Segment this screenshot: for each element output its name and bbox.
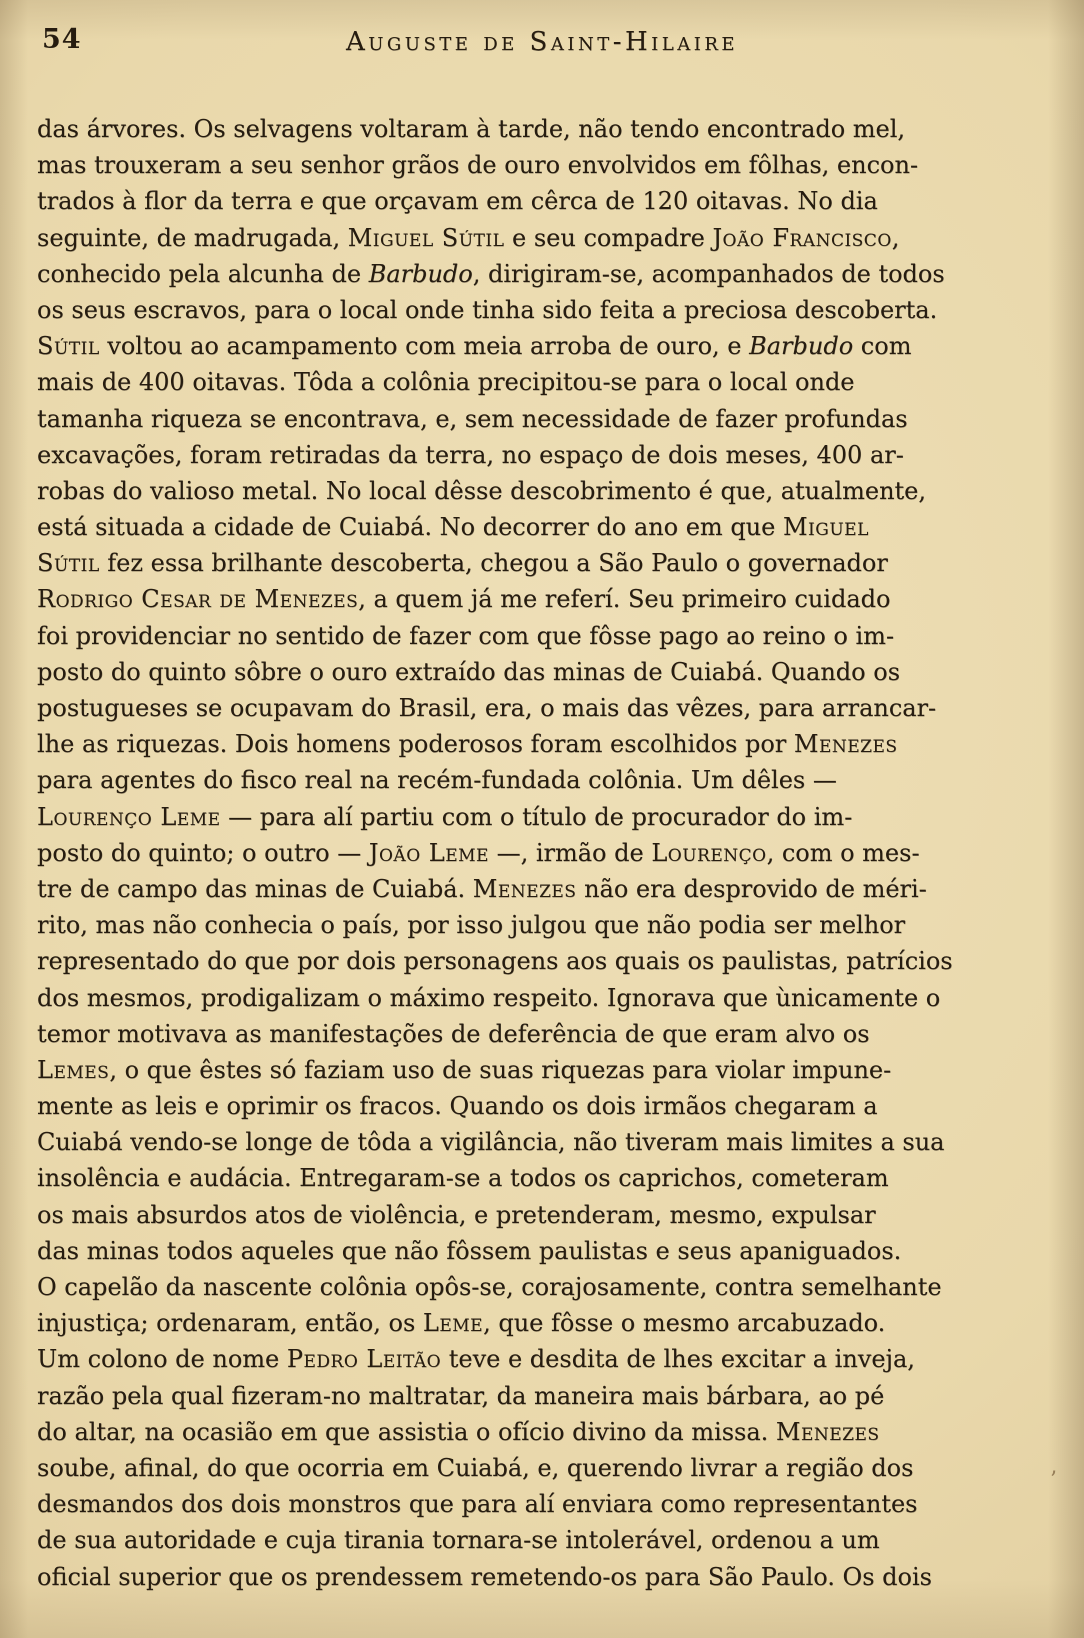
- text-line: [37, 1414, 1046, 1450]
- text-line: [37, 328, 1046, 364]
- text-line: [37, 943, 1046, 979]
- text-line: [37, 980, 1046, 1016]
- page-header: [0, 0, 1084, 89]
- text-line: [37, 871, 1046, 907]
- text-segment: de sua autoridade e cuja tirania tornara-se intolerável, ordenou a um: [37, 1526, 880, 1555]
- page-number: 54: [42, 24, 82, 55]
- text-segment: lhe as riquezas. Dois homens poderosos foram escolhidos por: [37, 730, 794, 759]
- text-segment: voltou ao acampamento com meia arroba de ouro, e: [99, 332, 750, 361]
- text-line: [37, 1269, 1046, 1305]
- text-segment: conhecido pela alcunha de: [37, 259, 369, 288]
- text-segment: está situada a cidade de Cuiabá. No decorrer do ano em que: [37, 513, 783, 542]
- text-segment: , com o mes-: [766, 838, 920, 867]
- text-line: [37, 1160, 1046, 1196]
- text-line: [37, 1197, 1046, 1233]
- text-segment: robas do valioso metal. No local dêsse descobrimento é que, atualmente,: [37, 476, 927, 505]
- text-segment: postugueses se ocupavam do Brasil, era, o mais das vêzes, para arrancar-: [37, 694, 937, 722]
- text-segment: O capelão da nascente colônia opôs-se, corajosamente, contra semelhante: [37, 1273, 942, 1301]
- text-segment: seguinte, de madrugada,: [37, 223, 348, 252]
- text-segment: insolência e audácia. Entregaram-se a todos os caprichos, cometeram: [37, 1164, 889, 1193]
- text-segment: das árvores. Os selvagens voltaram à tarde, não tendo encontrado mel,: [37, 115, 906, 143]
- text-line: [37, 1233, 1046, 1269]
- text-line: [37, 545, 1046, 581]
- text-line: [37, 1378, 1046, 1414]
- text-segment: desmandos dos dois monstros que para alí enviara como representantes: [37, 1490, 918, 1519]
- text-segment: com: [853, 332, 912, 361]
- text-segment: oficial superior que os prendessem remetendo-os para São Paulo. Os dois: [37, 1562, 932, 1591]
- text-line: [37, 762, 1046, 798]
- text-line: [37, 1305, 1046, 1341]
- text-segment: e seu compadre: [504, 223, 713, 252]
- italic-text: Barbudo: [368, 259, 473, 288]
- text-segment: mais de 400 oitavas. Tôda a colônia precipitou-se para o local onde: [37, 368, 855, 397]
- text-segment: trados à flor da terra e que orçavam em cêrca de 120 oitavas. No dia: [37, 187, 878, 216]
- text-line: [37, 1341, 1046, 1377]
- text-segment: posto do quinto; o outro —: [37, 838, 369, 867]
- text-line: [37, 1522, 1046, 1558]
- text-line: [37, 1088, 1046, 1124]
- proper-name: Menezes: [793, 730, 898, 759]
- body-text: [37, 111, 1046, 1595]
- text-segment: , que fôsse o mesmo arcabuzado.: [483, 1309, 886, 1338]
- text-line: [37, 183, 1046, 219]
- proper-name: Menezes: [775, 1417, 880, 1446]
- text-line: [37, 401, 1046, 437]
- text-segment: ,: [891, 223, 900, 252]
- text-line: [37, 364, 1046, 400]
- text-segment: razão pela qual fizeram-no maltratar, da maneira mais bárbara, ao pé: [37, 1381, 885, 1410]
- proper-name: Miguel: [782, 513, 869, 542]
- text-line: [37, 220, 1046, 256]
- text-segment: — para alí partiu com o título de procurador do im-: [220, 802, 853, 831]
- text-segment: , a quem já me referí. Seu primeiro cuidado: [358, 585, 891, 614]
- proper-name: Leme: [422, 1309, 484, 1338]
- text-line: [37, 292, 1046, 328]
- proper-name: João Leme: [368, 838, 489, 867]
- text-segment: do altar, na ocasião em que assistia o ofício divino da missa.: [37, 1417, 776, 1446]
- proper-name: Lourenço: [651, 838, 767, 867]
- text-segment: tamanha riqueza se encontrava, e, sem necessidade de fazer profundas: [37, 404, 908, 433]
- text-line: [37, 1450, 1046, 1486]
- text-line: [37, 618, 1046, 654]
- text-segment: representado do que por dois personagens aos quais os paulistas, patrícios: [37, 947, 953, 976]
- text-segment: rito, mas não conhecia o país, por isso julgou que não podia ser melhor: [37, 911, 906, 940]
- text-segment: foi providenciar no sentido de fazer com que fôsse pago ao reino o im-: [37, 621, 895, 650]
- text-segment: teve e desdita de lhes excitar a inveja,: [441, 1345, 915, 1374]
- text-segment: das minas todos aqueles que não fôssem paulistas e seus apaniguados.: [37, 1236, 902, 1265]
- text-segment: Um colono de nome: [37, 1345, 287, 1374]
- text-line: [37, 473, 1046, 509]
- text-segment: mas trouxeram a seu senhor grãos de ouro envolvidos em fôlhas, encon-: [37, 151, 919, 180]
- proper-name: Pedro Leitão: [286, 1345, 442, 1374]
- running-title: Auguste de Saint-Hilaire: [345, 27, 739, 57]
- text-segment: , o que êstes só faziam uso de suas riquezas para violar impune-: [109, 1055, 892, 1084]
- text-line: [37, 907, 1046, 943]
- text-segment: os seus escravos, para o local onde tinha sido feita a preciosa descoberta.: [37, 295, 938, 324]
- text-segment: , dirigiram-se, acompanhados de todos: [472, 259, 945, 288]
- text-segment: tre de campo das minas de Cuiabá.: [37, 874, 473, 903]
- text-line: [37, 654, 1046, 690]
- italic-text: Barbudo: [749, 332, 854, 361]
- text-line: [37, 1559, 1046, 1595]
- proper-name: Lemes: [37, 1055, 110, 1084]
- text-segment: para agentes do fisco real na recém-fundada colônia. Um dêles —: [37, 766, 837, 795]
- text-line: [37, 111, 1046, 147]
- text-line: [37, 1016, 1046, 1052]
- text-segment: soube, afinal, do que ocorria em Cuiabá, e, querendo livrar a região dos: [37, 1453, 914, 1482]
- text-segment: os mais absurdos atos de violência, e pretenderam, mesmo, expulsar: [37, 1200, 876, 1229]
- proper-name: João Francisco: [712, 223, 892, 252]
- text-segment: —, irmão de: [488, 838, 652, 867]
- text-segment: mente as leis e oprimir os fracos. Quando os dois irmãos chegaram a: [37, 1092, 878, 1121]
- text-segment: Cuiabá vendo-se longe de tôda a vigilância, não tiveram mais limites a sua: [37, 1128, 945, 1157]
- text-segment: temor motivava as manifestações de deferência de que eram alvo os: [37, 1019, 870, 1048]
- proper-name: Sútil: [37, 332, 100, 361]
- text-line: [37, 835, 1046, 871]
- proper-name: Lourenço Leme: [37, 802, 221, 831]
- text-line: [37, 690, 1046, 726]
- text-line: [37, 1124, 1046, 1160]
- proper-name: Menezes: [472, 874, 577, 903]
- text-segment: injustiça; ordenaram, então, os: [37, 1309, 423, 1338]
- text-line: [37, 509, 1046, 545]
- text-line: [37, 147, 1046, 183]
- proper-name: Miguel Sútil: [347, 223, 505, 252]
- text-line: [37, 799, 1046, 835]
- text-segment: dos mesmos, prodigalizam o máximo respeito. Ignorava que ùnicamente o: [37, 983, 941, 1012]
- text-line: [37, 256, 1046, 292]
- text-line: [37, 581, 1046, 617]
- text-segment: não era desprovido de méri-: [576, 874, 927, 903]
- proper-name: Rodrigo Cesar de Menezes: [37, 585, 359, 614]
- proper-name: Sútil: [37, 549, 100, 578]
- text-line: [37, 1486, 1046, 1522]
- scan-artifact-mark: ’: [1050, 1468, 1057, 1493]
- text-line: [37, 437, 1046, 473]
- text-line: [37, 1052, 1046, 1088]
- text-segment: fez essa brilhante descoberta, chegou a São Paulo o governador: [99, 549, 888, 578]
- text-segment: posto do quinto sôbre o ouro extraído das minas de Cuiabá. Quando os: [37, 657, 901, 686]
- text-line: [37, 726, 1046, 762]
- text-segment: excavações, foram retiradas da terra, no espaço de dois meses, 400 ar-: [37, 440, 904, 469]
